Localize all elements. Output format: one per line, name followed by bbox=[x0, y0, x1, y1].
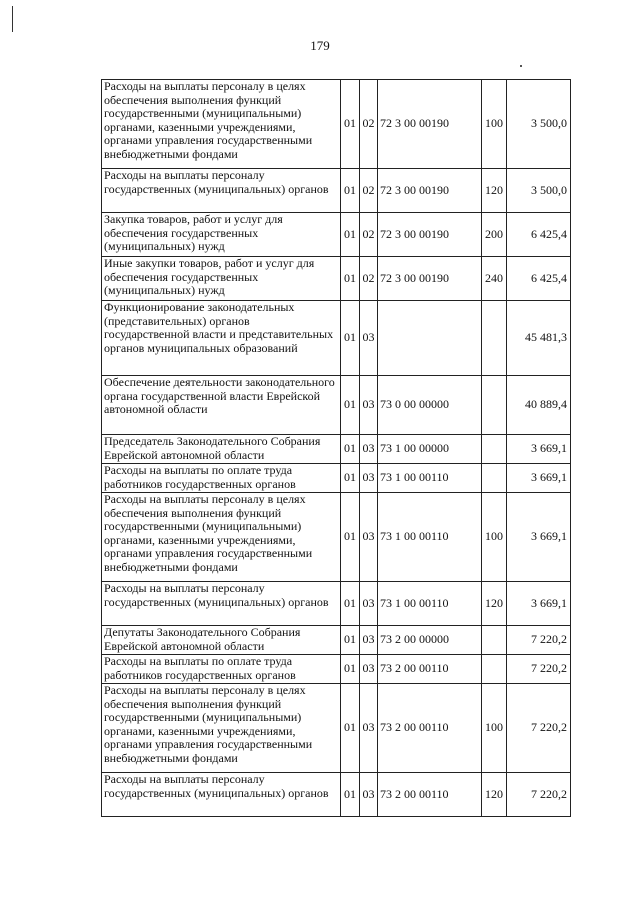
rz-cell: 01 bbox=[341, 80, 360, 169]
vr-cell bbox=[482, 301, 507, 376]
vr-cell bbox=[482, 435, 507, 464]
page-number: 179 bbox=[310, 38, 330, 53]
row-name-cell: Расходы на выплаты персоналу в целях обеспечения выполнения функций государственными (муниципальными) органами, казенными учреждениями, органами управления государственными внебюджетными фондами bbox=[102, 684, 341, 773]
table-row bbox=[102, 80, 571, 169]
table-row bbox=[102, 626, 571, 655]
row-name-cell: Расходы на выплаты персоналу в целях обеспечения выполнения функций государственными (муниципальными) органами, казенными учреждениями, органами управления государственными внебюджетными фондами bbox=[102, 493, 341, 582]
row-name-cell: Функционирование законодательных (представительных) органов государственной власти и представительных органов муниципальных образований bbox=[102, 301, 341, 376]
csr-cell bbox=[378, 301, 482, 376]
table-row bbox=[102, 773, 571, 817]
vr-cell bbox=[482, 376, 507, 435]
vr-cell: 120 bbox=[482, 773, 507, 817]
vr-cell: 120 bbox=[482, 582, 507, 626]
budget-table bbox=[101, 79, 571, 817]
csr-cell: 73 2 00 00000 bbox=[378, 626, 482, 655]
rz-cell: 01 bbox=[341, 257, 360, 301]
vr-cell: 240 bbox=[482, 257, 507, 301]
rz-cell: 01 bbox=[341, 435, 360, 464]
rz-cell: 01 bbox=[341, 464, 360, 493]
vr-cell: 100 bbox=[482, 80, 507, 169]
amount-cell: 7 220,2 bbox=[507, 684, 571, 773]
vr-cell: 200 bbox=[482, 213, 507, 257]
amount-cell: 3 669,1 bbox=[507, 493, 571, 582]
row-name-cell: Расходы на выплаты персоналу в целях обеспечения выполнения функций государственными (муниципальными) органами, казенными учреждениями, органами управления государственными внебюджетными фондами bbox=[102, 80, 341, 169]
vr-cell: 100 bbox=[482, 684, 507, 773]
pr-cell: 02 bbox=[360, 213, 378, 257]
table-row bbox=[102, 257, 571, 301]
pr-cell: 03 bbox=[360, 493, 378, 582]
row-name-cell: Расходы на выплаты по оплате труда работников государственных органов bbox=[102, 464, 341, 493]
vr-cell bbox=[482, 464, 507, 493]
rz-cell: 01 bbox=[341, 684, 360, 773]
rz-cell: 01 bbox=[341, 213, 360, 257]
amount-cell: 6 425,4 bbox=[507, 257, 571, 301]
pr-cell: 03 bbox=[360, 626, 378, 655]
csr-cell: 73 1 00 00110 bbox=[378, 582, 482, 626]
amount-cell: 3 500,0 bbox=[507, 169, 571, 213]
vr-cell bbox=[482, 626, 507, 655]
table-row bbox=[102, 684, 571, 773]
table-row bbox=[102, 435, 571, 464]
row-name-cell: Расходы на выплаты персоналу государственных (муниципальных) органов bbox=[102, 169, 341, 213]
rz-cell: 01 bbox=[341, 376, 360, 435]
row-name-cell: Закупка товаров, работ и услуг для обеспечения государственных (муниципальных) нужд bbox=[102, 213, 341, 257]
pr-cell: 03 bbox=[360, 773, 378, 817]
table-row bbox=[102, 169, 571, 213]
csr-cell: 72 3 00 00190 bbox=[378, 213, 482, 257]
amount-cell: 3 669,1 bbox=[507, 435, 571, 464]
scan-dot-mark bbox=[520, 65, 522, 67]
rz-cell: 01 bbox=[341, 655, 360, 684]
row-name-cell: Депутаты Законодательного Собрания Еврейской автономной области bbox=[102, 626, 341, 655]
rz-cell: 01 bbox=[341, 626, 360, 655]
vr-cell bbox=[482, 655, 507, 684]
csr-cell: 73 0 00 00000 bbox=[378, 376, 482, 435]
csr-cell: 72 3 00 00190 bbox=[378, 169, 482, 213]
scan-edge-mark bbox=[12, 6, 13, 32]
vr-cell: 100 bbox=[482, 493, 507, 582]
row-name-cell: Расходы на выплаты персоналу государственных (муниципальных) органов bbox=[102, 773, 341, 817]
csr-cell: 72 3 00 00190 bbox=[378, 80, 482, 169]
table-row bbox=[102, 376, 571, 435]
rz-cell: 01 bbox=[341, 582, 360, 626]
pr-cell: 03 bbox=[360, 684, 378, 773]
table-row bbox=[102, 655, 571, 684]
table-row bbox=[102, 493, 571, 582]
amount-cell: 6 425,4 bbox=[507, 213, 571, 257]
pr-cell: 02 bbox=[360, 169, 378, 213]
rz-cell: 01 bbox=[341, 301, 360, 376]
table-row bbox=[102, 582, 571, 626]
pr-cell: 02 bbox=[360, 80, 378, 169]
pr-cell: 03 bbox=[360, 464, 378, 493]
vr-cell: 120 bbox=[482, 169, 507, 213]
budget-table-body bbox=[102, 80, 571, 817]
csr-cell: 73 2 00 00110 bbox=[378, 773, 482, 817]
amount-cell: 7 220,2 bbox=[507, 626, 571, 655]
rz-cell: 01 bbox=[341, 169, 360, 213]
amount-cell: 7 220,2 bbox=[507, 655, 571, 684]
csr-cell: 73 2 00 00110 bbox=[378, 684, 482, 773]
pr-cell: 03 bbox=[360, 376, 378, 435]
pr-cell: 03 bbox=[360, 655, 378, 684]
row-name-cell: Обеспечение деятельности законодательного органа государственной власти Еврейской автономной области bbox=[102, 376, 341, 435]
table-row bbox=[102, 301, 571, 376]
amount-cell: 3 669,1 bbox=[507, 582, 571, 626]
amount-cell: 3 669,1 bbox=[507, 464, 571, 493]
csr-cell: 73 1 00 00110 bbox=[378, 464, 482, 493]
row-name-cell: Иные закупки товаров, работ и услуг для обеспечения государственных (муниципальных) нужд bbox=[102, 257, 341, 301]
amount-cell: 7 220,2 bbox=[507, 773, 571, 817]
pr-cell: 03 bbox=[360, 582, 378, 626]
amount-cell: 3 500,0 bbox=[507, 80, 571, 169]
csr-cell: 73 2 00 00110 bbox=[378, 655, 482, 684]
table-row bbox=[102, 464, 571, 493]
csr-cell: 73 1 00 00110 bbox=[378, 493, 482, 582]
csr-cell: 73 1 00 00000 bbox=[378, 435, 482, 464]
amount-cell: 45 481,3 bbox=[507, 301, 571, 376]
pr-cell: 02 bbox=[360, 257, 378, 301]
row-name-cell: Председатель Законодательного Собрания Еврейской автономной области bbox=[102, 435, 341, 464]
amount-cell: 40 889,4 bbox=[507, 376, 571, 435]
rz-cell: 01 bbox=[341, 493, 360, 582]
csr-cell: 72 3 00 00190 bbox=[378, 257, 482, 301]
table-row bbox=[102, 213, 571, 257]
row-name-cell: Расходы на выплаты персоналу государственных (муниципальных) органов bbox=[102, 582, 341, 626]
pr-cell: 03 bbox=[360, 301, 378, 376]
rz-cell: 01 bbox=[341, 773, 360, 817]
pr-cell: 03 bbox=[360, 435, 378, 464]
row-name-cell: Расходы на выплаты по оплате труда работников государственных органов bbox=[102, 655, 341, 684]
